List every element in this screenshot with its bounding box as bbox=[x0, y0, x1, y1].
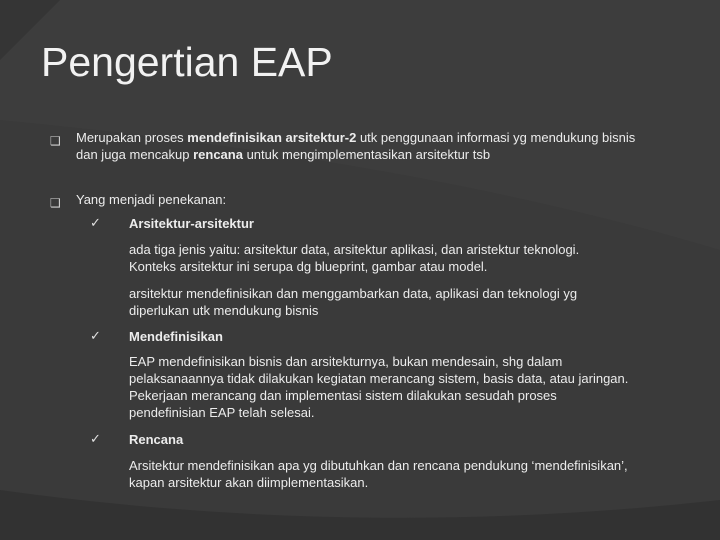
bullet-icon: ❑ bbox=[50, 196, 61, 210]
slide-title: Pengertian EAP bbox=[41, 39, 333, 85]
check-icon: ✓ bbox=[90, 329, 101, 344]
bullet-paragraph-1: Merupakan proses mendefinisikan arsitektur-2 utk penggunaan informasi yg mendukung bisnis dan juga mencakup rencana untuk mengimplementasikan arsitektur tsb bbox=[76, 130, 636, 162]
sub-paragraph-rencana: Arsitektur mendefinisikan apa yg dibutuhkan dan rencana pendukung ‘mendefinisikan’, kapan arsitektur akan diimplementasikan. bbox=[129, 458, 628, 490]
check-icon: ✓ bbox=[90, 216, 101, 231]
sub-paragraph-arsitektur-2: arsitektur mendefinisikan dan menggambarkan data, aplikasi dan teknologi yg diperlukan utk mendukung bisnis bbox=[129, 286, 578, 318]
bullet-paragraph-2: Yang menjadi penekanan: bbox=[76, 192, 227, 207]
sub-heading-arsitektur: Arsitektur-arsitektur bbox=[129, 216, 254, 231]
sub-paragraph-mendefinisikan: EAP mendefinisikan bisnis dan arsitekturnya, bukan mendesain, shg dalam pelaksanaannya tidak dilakukan kegiatan merancang sistem, basis data, atau jaringan. Pekerjaan merancang dan implementasi sistem dilakukan sesudah proses pendefinisian EAP telah selesai. bbox=[129, 354, 629, 420]
bullet-icon: ❑ bbox=[50, 134, 61, 148]
sub-heading-mendefinisikan: Mendefinisikan bbox=[129, 329, 223, 344]
check-icon: ✓ bbox=[90, 432, 101, 447]
sub-paragraph-arsitektur-1: ada tiga jenis yaitu: arsitektur data, arsitektur aplikasi, dan aristektur teknologi. Konteks arsitektur ini serupa dg blueprint, gambar atau model. bbox=[129, 242, 580, 274]
sub-heading-rencana: Rencana bbox=[129, 432, 184, 447]
